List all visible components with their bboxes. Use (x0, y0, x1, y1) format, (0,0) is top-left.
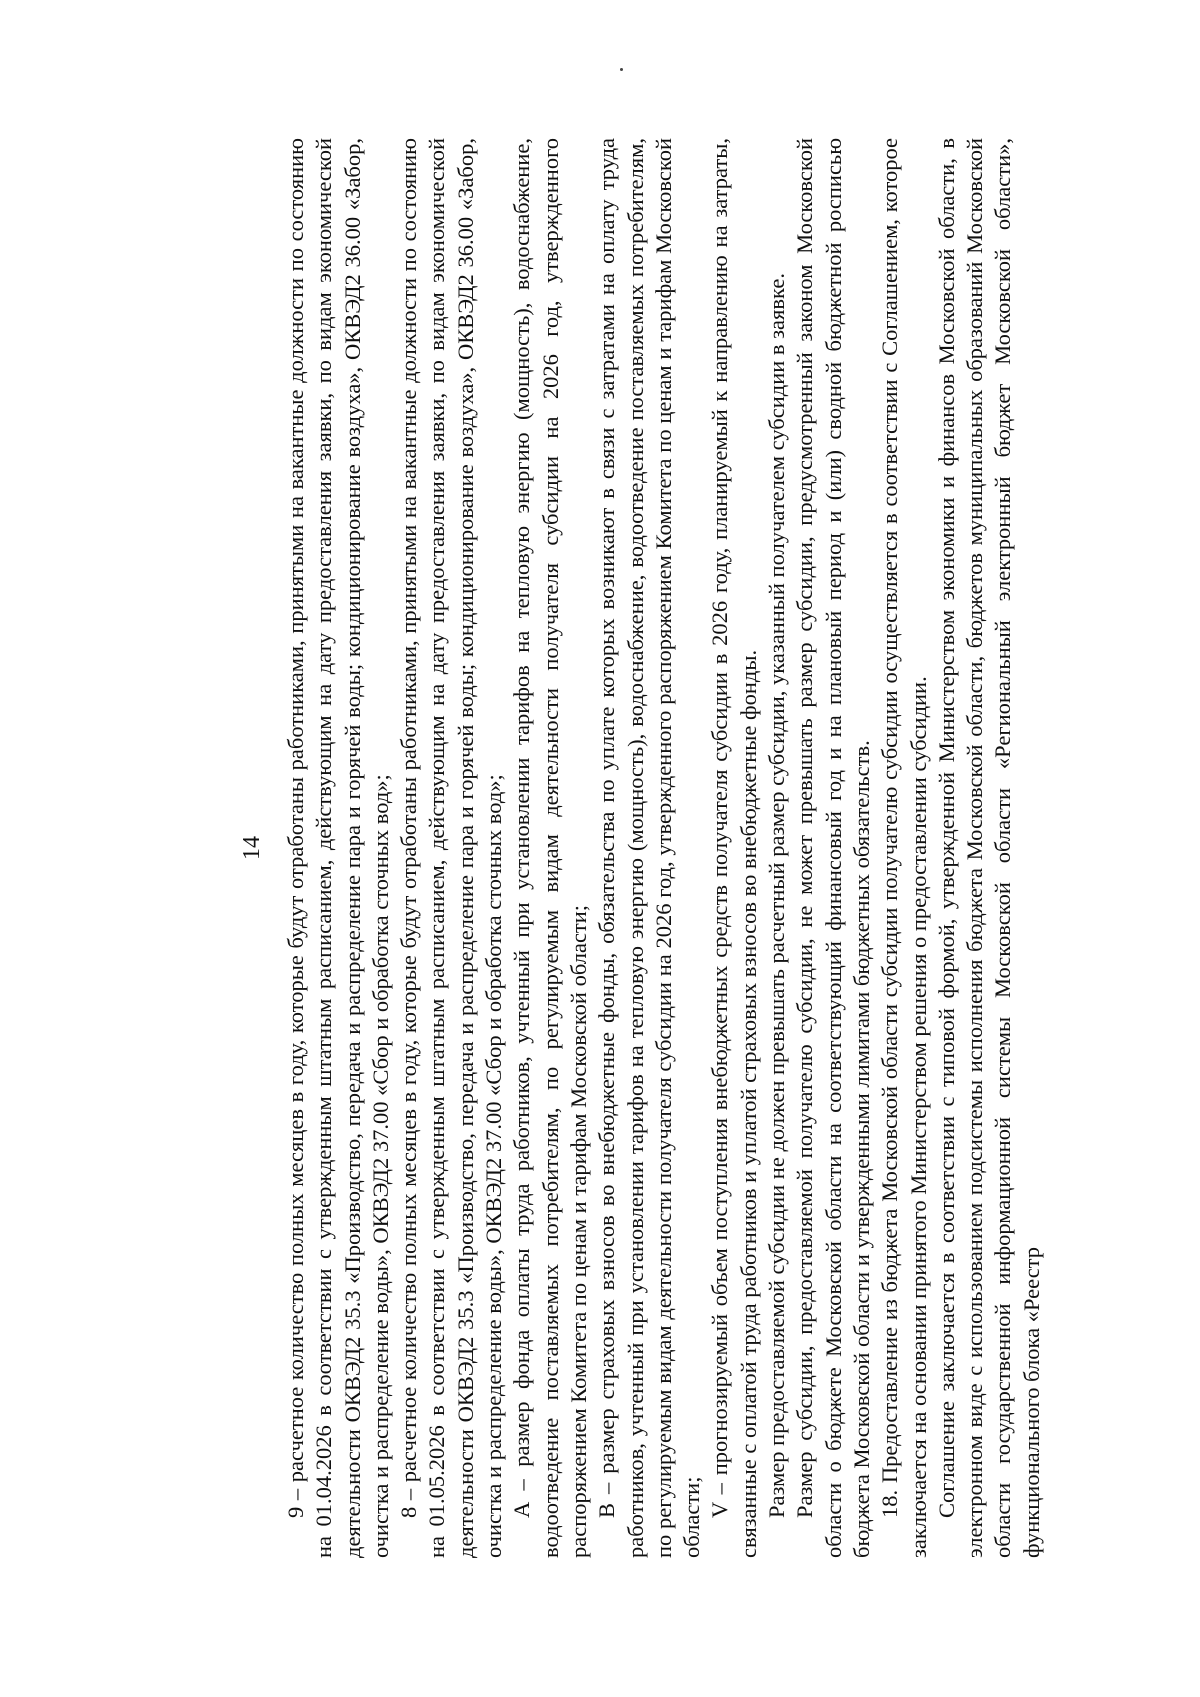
scan-speck (620, 68, 623, 71)
paragraph-subsidy-limit-budget-law: Размер субсидии, предоставляемой получателю субсидии, не может превышать размер субсидии, предусмотренный законом Московской области о бюджете Московской области на соответствующий финансовый год и на плановый период и (или) сводной бюджетной росписью бюджета Московской области и утвержденными лимитами бюджетных обязательств. (792, 138, 874, 1558)
paragraph-subsidy-limit-application: Размер предоставляемой субсидии не должен превышать расчетный размер субсидии, указанный получателем субсидии в заявке. (764, 272, 790, 1518)
paragraph-v-extrabudgetary-funds: V – прогнозируемый объем поступления внебюджетных средств получателя субсидии в 2026 году, планируемый к направлению на затраты, связанные с оплатой труда работников и уплатой страховых взносов во внебюджетные фонды. (707, 138, 761, 1558)
paragraph-agreement-typical-form: Соглашение заключается в соответствии с типовой формой, утвержденной Министерством экономики и финансов Московской области, в электронном виде с использованием подсистемы исполнения бюджета Московской области, бюджетов муниципальных образований Московской области государственной информационной системы Московской области «Региональный электронный бюджет Московской области», функционального блока «Реестр (933, 138, 1044, 1558)
page-number: 14 (239, 836, 265, 860)
paragraph-9-months-april: 9 – расчетное количество полных месяцев в году, которые будут отработаны работниками, принятыми на вакантные должности по состоянию на 01.04.2026 в соответствии с утвержденным штатным расписанием, действующим на дату предоставления заявки, по видам экономической деятельности ОКВЭД2 35.3 «Производство, передача и распределение пара и горячей воды; кондиционирование воздуха», ОКВЭД2 36.00 «Забор, очистка и распределение воды», ОКВЭД2 37.00 «Сбор и обработка сточных вод»; (283, 138, 393, 1558)
paragraph-b-insurance-contributions: B – размер страховых взносов во внебюджетные фонды, обязательства по уплате которых возникают в связи с затратами на оплату труда работников, учтенный при установлении тарифов на тепловую энергию (мощность), водоснабжение, водоотведение поставляемых потребителям, по регулируемым видам деятельности получателя субсидии на 2026 год, утвержденного распоряжением Комитета по ценам и тарифам Московской области; (594, 138, 705, 1558)
paragraph-a-payroll-fund: A – размер фонда оплаты труда работников, учтенный при установлении тарифов на тепловую энергию (мощность), водоснабжение, водоотведение поставляемых потребителям, по регулируемым видам деятельности получателя субсидии на 2026 год, утвержденного распоряжением Комитета по ценам и тарифам Московской области; (509, 138, 591, 1558)
paragraph-8-months-may: 8 – расчетное количество полных месяцев в году, которые будут отработаны работниками, принятыми на вакантные должности по состоянию на 01.05.2026 в соответствии с утвержденным штатным расписанием, действующим на дату предоставления заявки, по видам экономической деятельности ОКВЭД2 35.3 «Производство, передача и распределение пара и горячей воды; кондиционирование воздуха», ОКВЭД2 36.00 «Забор, очистка и распределение воды», ОКВЭД2 37.00 «Сбор и обработка сточных вод»; (396, 138, 507, 1558)
rotated-text-block (238, 138, 1058, 1558)
paragraph-18-agreement-basis: 18. Предоставление из бюджета Московской области субсидии получателю субсидии осуществляется в соответствии с Соглашением, которое заключается на основании принятого Министерством решения о предоставлении субсидии. (877, 138, 931, 1558)
